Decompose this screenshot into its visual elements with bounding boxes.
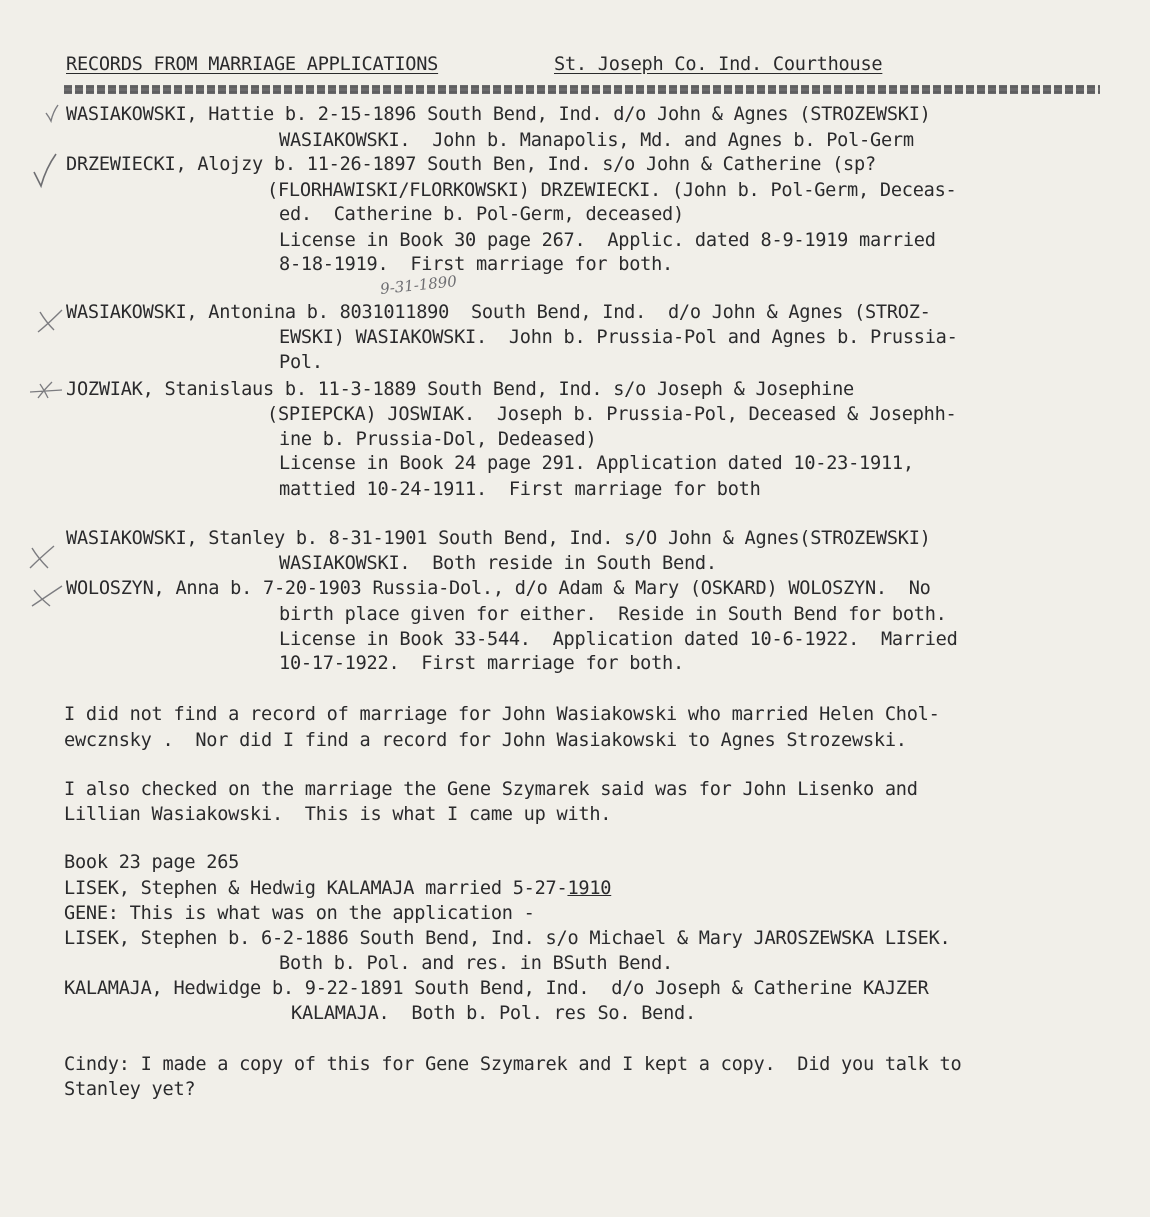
cross-mark-icon [28,378,64,402]
book-reference: Book 23 page 265 [64,852,240,873]
record-line: WASIAKOWSKI, Hattie b. 2-15-1896 South Bend, Ind. d/o John & Agnes (STROZEWSKI) [66,104,931,125]
record-line: Pol. [279,352,323,373]
record-line: Both b. Pol. and res. in BSuth Bend. [279,953,673,974]
record-line: LISEK, Stephen b. 6-2-1886 South Bend, Ind. s/o Michael & Mary JAROSZEWSKA LISEK. [64,928,951,949]
document-title: RECORDS FROM MARRIAGE APPLICATIONS [66,54,439,75]
closing-note-line: Cindy: I made a copy of this for Gene Szymarek and I kept a copy. Did you talk to [64,1054,962,1075]
record-line: License in Book 33-544. Application dated 10-6-1922. Married [279,629,958,650]
cross-mark-icon [28,582,64,610]
record-line: JOZWIAK, Stanislaus b. 11-3-1889 South Bend, Ind. s/o Joseph & Josephine [66,379,854,400]
record-line: ed. Catherine b. Pol-Germ, deceased) [279,204,684,225]
closing-note-line: Stanley yet? [64,1079,196,1100]
record-line: birth place given for either. Reside in South Bend for both. [279,604,947,625]
note-line: I also checked on the marriage the Gene Szymarek said was for John Lisenko and [64,779,918,800]
record-line: DRZEWIECKI, Alojzy b. 11-26-1897 South Ben, Ind. s/o John & Catherine (sp? [66,154,876,175]
note-line: I did not find a record of marriage for John Wasiakowski who married Helen Chol- [64,704,940,725]
handwritten-date-note: 9-31-1890 [379,272,458,298]
marriage-summary: LISEK, Stephen & Hedwig KALAMAJA married 5-27-1910 [64,878,612,899]
record-line: 8-18-1919. First marriage for both. [279,254,673,275]
check-mark-icon [30,150,60,190]
record-line: License in Book 30 page 267. Applic. dated 8-9-1919 married [279,230,936,251]
record-line: WASIAKOWSKI. Both reside in South Bend. [279,553,717,574]
record-line: WOLOSZYN, Anna b. 7-20-1903 Russia-Dol., d/o Adam & Mary (OSKARD) WOLOSZYN. No [66,578,931,599]
note-line: Lillian Wasiakowski. This is what I came up with. [64,804,612,825]
record-line: WASIAKOWSKI, Antonina b. 8031011890 South Bend, Ind. d/o John & Agnes (STROZ- [66,302,931,323]
record-line: KALAMAJA. Both b. Pol. res So. Bend. [291,1003,696,1024]
record-line: (FLORHAWISKI/FLORKOWSKI) DRZEWIECKI. (John b. Pol-Germ, Deceas- [267,180,957,201]
record-line: 10-17-1922. First marriage for both. [279,653,684,674]
note-line: GENE: This is what was on the application - [64,903,535,924]
record-line: License in Book 24 page 291. Application dated 10-23-1911, [279,453,914,474]
double-rule-divider [64,85,1100,94]
record-line: EWSKI) WASIAKOWSKI. John b. Prussia-Pol and Agnes b. Prussia- [279,327,958,348]
record-line: WASIAKOWSKI. John b. Manapolis, Md. and Agnes b. Pol-Germ [279,130,914,151]
record-line: ine b. Prussia-Dol, Dedeased) [279,429,597,450]
check-mark-icon [44,103,60,125]
cross-mark-icon [34,306,64,336]
record-line: mattied 10-24-1911. First marriage for both [279,479,761,500]
record-line: (SPIEPCKA) JOSWIAK. Joseph b. Prussia-Pol, Deceased & Josephh- [267,404,957,425]
document-location: St. Joseph Co. Ind. Courthouse [554,54,883,75]
cross-mark-icon [26,540,58,572]
record-line: KALAMAJA, Hedwidge b. 9-22-1891 South Bend, Ind. d/o Joseph & Catherine KAJZER [64,978,929,999]
record-line: WASIAKOWSKI, Stanley b. 8-31-1901 South Bend, Ind. s/O John & Agnes(STROZEWSKI) [66,528,931,549]
note-line: ewcznsky . Nor did I find a record for John Wasiakowski to Agnes Strozewski. [64,730,907,751]
